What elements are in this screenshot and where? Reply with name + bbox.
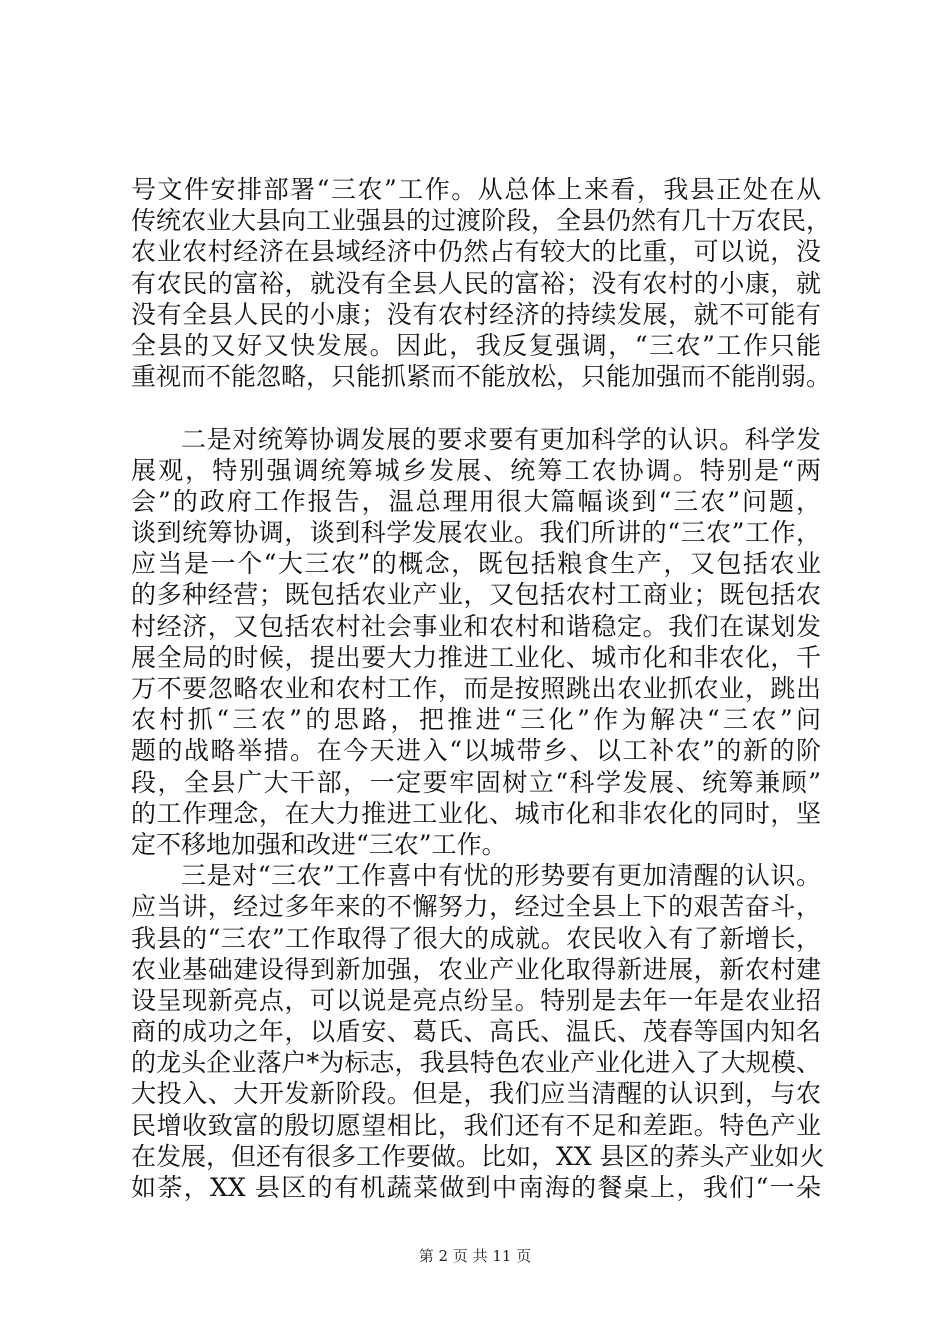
- paragraph-2-line: 万不要忽略农业和农村工作，而是按照跳出农业抓农业，跳出: [131, 674, 821, 703]
- paragraph-3-line: 如荼，XX 县区的有机蔬菜做到中南海的餐桌上，我们“一朵: [131, 1173, 821, 1202]
- page-footer: 第 2 页 共 11 页: [418, 1247, 532, 1265]
- paragraph-3-line: 商的成功之年，以盾安、葛氏、高氏、温氏、茂春等国内知名: [131, 1017, 821, 1047]
- paragraph-3-line: 的龙头企业落户*为标志，我县特色农业产业化进入了大规模、: [131, 1048, 821, 1078]
- paragraph-3-line: 农业基础建设得到新加强，农业产业化取得新进展，新农村建: [131, 954, 821, 984]
- paragraph-1-line: 农业农村经济在县域经济中仍然占有较大的比重，可以说，没: [131, 237, 821, 267]
- paragraph-1-line: 重视而不能忽略，只能抓紧而不能放松，只能加强而不能削弱。: [131, 362, 832, 392]
- paragraph-3-line: 大投入、大开发新阶段。但是，我们应当清醒的认识到，与农: [131, 1079, 821, 1109]
- paragraph-2-line: 应当是一个“大三农”的概念，既包括粮食生产，又包括农业: [131, 549, 821, 579]
- paragraph-3-line: 在发展，但还有很多工作要做。比如，XX 县区的荞头产业如火: [131, 1141, 825, 1171]
- paragraph-1-line: 传统农业大县向工业强县的过渡阶段，全县仍然有几十万农民，: [131, 206, 832, 236]
- paragraph-2-line: 的工作理念，在大力推进工业化、城市化和非农化的同时，坚: [131, 798, 821, 828]
- paragraph-2-line: 会”的政府工作报告，温总理用很大篇幅谈到“三农”问题，: [131, 486, 821, 516]
- paragraph-3-line: 设呈现新亮点，可以说是亮点纷呈。特别是去年一年是农业招: [131, 985, 821, 1015]
- paragraph-2-line: 题的战略举措。在今天进入“以城带乡、以工补农”的新的阶: [131, 736, 821, 766]
- paragraph-1-line: 号文件安排部署“三农”工作。从总体上来看，我县正处在从: [131, 175, 821, 204]
- paragraph-2-line: 展全局的时候，提出要大力推进工业化、城市化和非农化，千: [131, 642, 821, 672]
- paragraph-3-line: 我县的“三农”工作取得了很大的成就。农民收入有了新增长，: [131, 923, 821, 953]
- paragraph-1-line: 没有全县人民的小康；没有农村经济的持续发展，就不可能有: [131, 299, 821, 329]
- paragraph-3-line: 三是对“三农”工作喜中有忧的形势要有更加清醒的认识。: [181, 861, 821, 891]
- paragraph-2-line: 定不移地加强和改进“三农”工作。: [131, 829, 507, 859]
- paragraph-1-line: 有农民的富裕，就没有全县人民的富裕；没有农村的小康，就: [131, 268, 821, 298]
- paragraph-1-line: 全县的又好又快发展。因此，我反复强调，“三农”工作只能: [131, 330, 821, 360]
- paragraph-gap: [131, 392, 821, 423]
- paragraph-2-line: 谈到统筹协调，谈到科学发展农业。我们所讲的“三农”工作，: [131, 518, 821, 548]
- paragraph-2-line: 农村抓“三农”的思路，把推进“三化”作为解决“三农”问: [131, 705, 821, 735]
- paragraph-2-line: 段，全县广大干部，一定要牢固树立“科学发展、统筹兼顾”: [131, 767, 821, 797]
- paragraph-2-line: 村经济，又包括农村社会事业和农村和谐稳定。我们在谋划发: [131, 611, 821, 641]
- document-body: [131, 174, 832, 1203]
- paragraph-3-line: 应当讲，经过多年来的不懈努力，经过全县上下的艰苦奋斗，: [131, 892, 821, 922]
- paragraph-2-line: 的多种经营；既包括农业产业，又包括农村工商业；既包括农: [131, 580, 821, 610]
- paragraph-2-line: 二是对统筹协调发展的要求要有更加科学的认识。科学发: [181, 424, 821, 454]
- paragraph-3-line: 民增收致富的殷切愿望相比，我们还有不足和差距。特色产业: [131, 1110, 821, 1140]
- paragraph-2-line: 展观，特别强调统筹城乡发展、统筹工农协调。特别是“两: [131, 455, 821, 485]
